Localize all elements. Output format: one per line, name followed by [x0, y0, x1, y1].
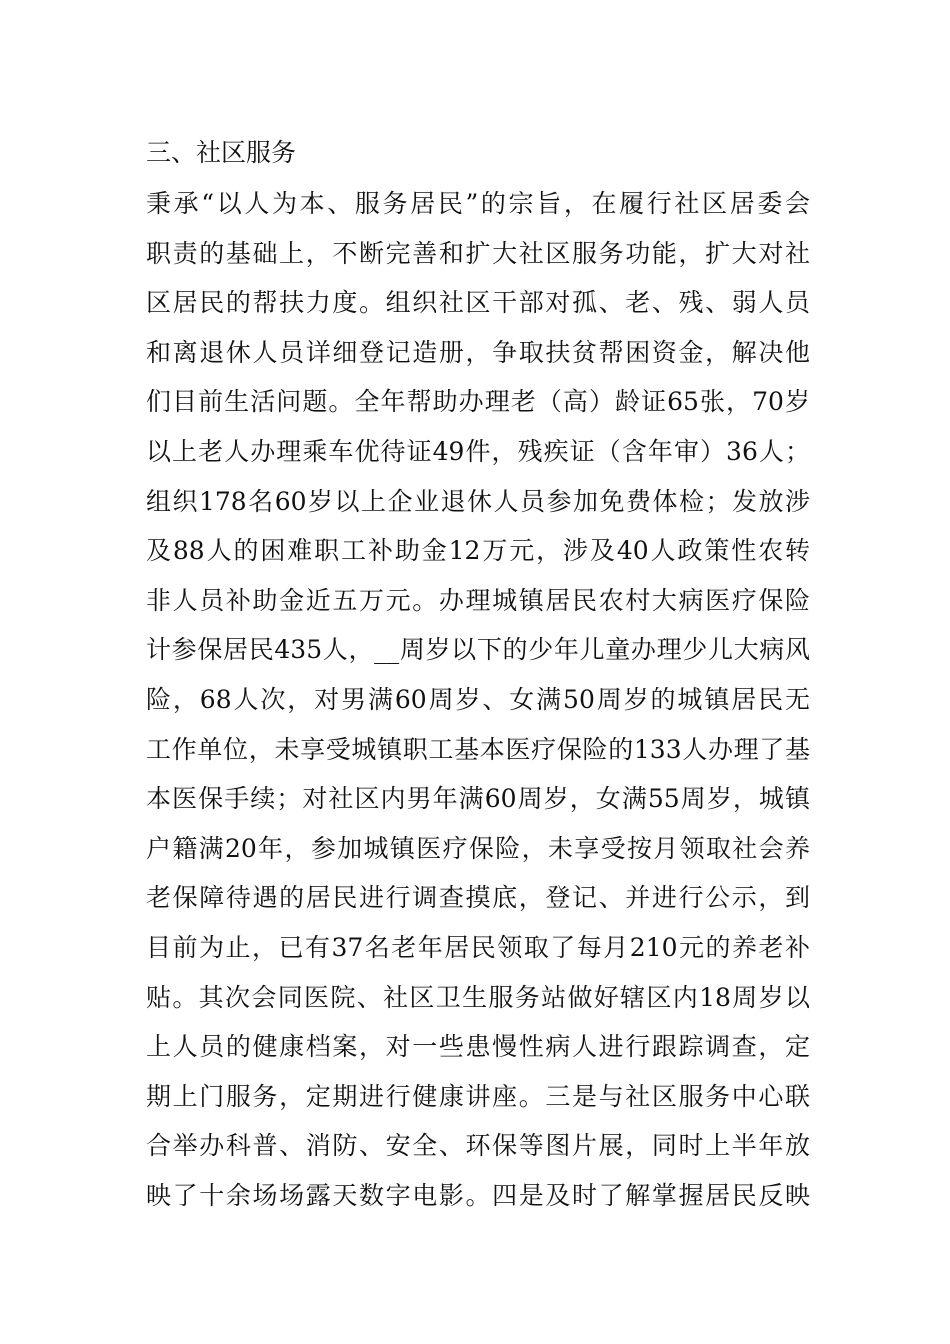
- text-line: 目前为止，已有37名老年居民领取了每月210元的养老补: [146, 932, 810, 962]
- text-line: 工作单位，未享受城镇职工基本医疗保险的133人办理了基: [146, 734, 810, 764]
- body-paragraph: [146, 179, 810, 1220]
- text-line: 以上老人办理乘车优待证49件，残疾证（含年审）36人；: [146, 436, 810, 466]
- text-line: 区居民的帮扶力度。组织社区干部对孤、老、残、弱人员: [146, 288, 810, 318]
- section-heading: 三、社区服务: [146, 138, 297, 167]
- text-line: 秉承“以人为本、服务居民”的宗旨，在履行社区居委会: [146, 189, 810, 218]
- text-line: 贴。其次会同医院、社区卫生服务站做好辖区内18周岁以: [146, 982, 810, 1012]
- text-line: 职责的基础上，不断完善和扩大社区服务功能，扩大对社: [146, 238, 810, 268]
- text-line: 本医保手续；对社区内男年满60周岁，女满55周岁，城镇: [146, 784, 810, 814]
- text-line: 合举办科普、消防、安全、环保等图片展，同时上半年放: [146, 1131, 810, 1161]
- text-line: 映了十余场场露天数字电影。四是及时了解掌握居民反映: [146, 1180, 810, 1210]
- text-line: 和离退休人员详细登记造册，争取扶贫帮困资金，解决他: [146, 337, 810, 367]
- text-line: 组织178名60岁以上企业退休人员参加免费体检；发放涉: [146, 486, 810, 516]
- text-line: 非人员补助金近五万元。办理城镇居民农村大病医疗保险: [146, 585, 810, 615]
- text-line: 们目前生活问题。全年帮助办理老（高）龄证65张，70岁: [146, 387, 810, 417]
- text-line: 上人员的健康档案，对一些患慢性病人进行跟踪调查，定: [146, 1032, 810, 1062]
- text-line: 老保障待遇的居民进行调查摸底，登记、并进行公示，到: [146, 883, 810, 913]
- text-line: 户籍满20年，参加城镇医疗保险，未享受按月领取社会养: [146, 833, 810, 863]
- text-line: 及88人的困难职工补助金12万元，涉及40人政策性农转: [146, 536, 810, 566]
- text-line: 计参保居民435人，__周岁以下的少年儿童办理少儿大病风: [146, 635, 810, 665]
- text-line: 险，68人次，对男满60周岁、女满50周岁的城镇居民无: [146, 684, 810, 714]
- text-line: 期上门服务，定期进行健康讲座。三是与社区服务中心联: [146, 1081, 810, 1111]
